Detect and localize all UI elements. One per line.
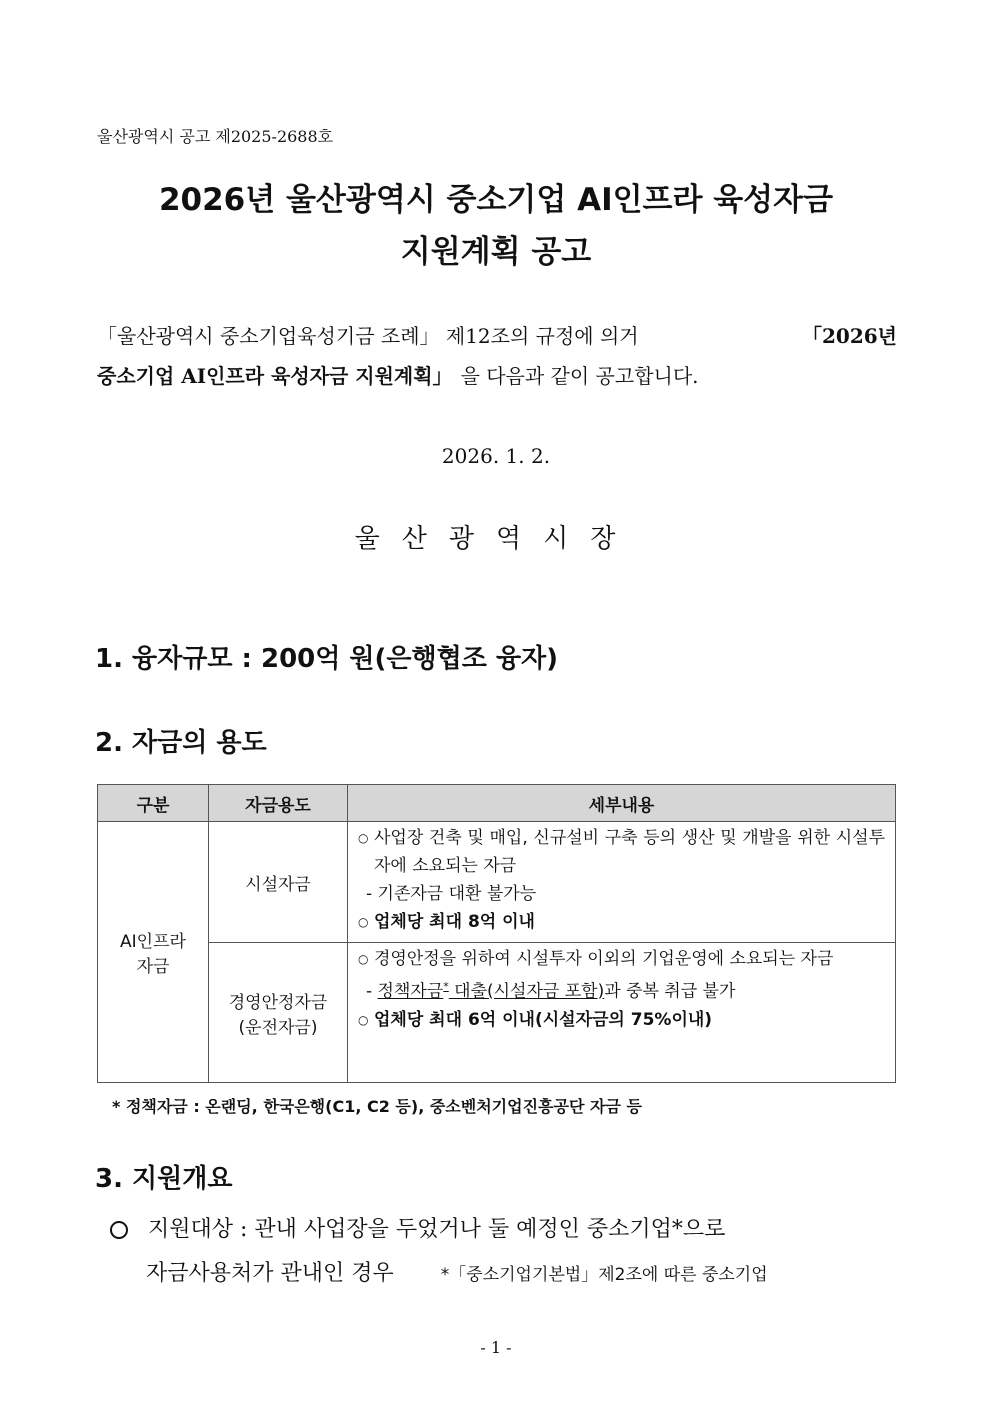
fund-use-table bbox=[97, 784, 896, 1083]
dash-underlined-b: 대출(시설자금 포함) bbox=[448, 981, 605, 1002]
bullet-marker: ○ bbox=[358, 1012, 369, 1027]
header-category: 구분 bbox=[98, 785, 209, 822]
table-row bbox=[98, 943, 896, 1083]
intro-line1-text: 「울산광역시 중소기업육성기금 조례」 제12조의 규정에 의거 bbox=[97, 324, 639, 348]
bullet-text: 경영안정을 위하여 시설투자 이외의 기업운영에 소요되는 자금 bbox=[374, 949, 834, 969]
detail-dash bbox=[358, 973, 885, 1006]
intro-line-2 bbox=[97, 356, 897, 396]
intro-paragraph bbox=[97, 316, 897, 396]
section-loan-scale: 1. 융자규모 : 200억 원(은행협조 융자) bbox=[95, 644, 559, 674]
detail-bullet-limit bbox=[358, 908, 885, 936]
dash-suffix: 과 중복 취급 불가 bbox=[604, 981, 736, 1002]
bullet-marker: ○ bbox=[358, 831, 369, 845]
notice-date: 2026. 1. 2. bbox=[441, 444, 551, 468]
intro-line-1 bbox=[97, 316, 897, 356]
intro-line2-text: 을 다음과 같이 공고합니다. bbox=[460, 364, 699, 388]
table-footnote: * 정책자금 : 온랜딩, 한국은행(C1, C2 등), 중소벤처기업진흥공단 자금 등 bbox=[112, 1097, 642, 1116]
signer: 울산광역시장 bbox=[354, 524, 638, 554]
circle-bullet-icon bbox=[110, 1221, 128, 1239]
support-line1-text: 지원대상 : 관내 사업장을 두었거나 둘 예정인 중소기업*으로 bbox=[148, 1217, 726, 1242]
bullet-marker: ○ bbox=[358, 952, 369, 966]
use-cell-facility: 시설자금 bbox=[209, 822, 348, 943]
detail-bullet bbox=[358, 824, 885, 880]
header-use: 자금용도 bbox=[209, 785, 348, 822]
detail-cell-operating bbox=[348, 943, 896, 1083]
detail-dash: - 기존자금 대환 불가능 bbox=[366, 884, 537, 904]
support-line-2 bbox=[110, 1252, 896, 1297]
intro-line1-bold: 「2026년 bbox=[802, 324, 897, 348]
document-title-line1: 2026년 울산광역시 중소기업 AI인프라 육성자금 bbox=[158, 182, 834, 218]
detail-cell-facility bbox=[348, 822, 896, 943]
bullet-text: 업체당 최대 6억 이내(시설자금의 75%이내) bbox=[374, 1009, 713, 1030]
detail-bullet bbox=[358, 945, 885, 973]
support-line2-text: 자금사용처가 관내인 경우 bbox=[146, 1261, 394, 1286]
dash-asterisk: * bbox=[443, 980, 449, 993]
document-title-line2: 지원계획 공고 bbox=[400, 234, 592, 270]
header-detail: 세부내용 bbox=[348, 785, 896, 822]
use-operating-label: 경영안정자금 bbox=[228, 992, 328, 1013]
support-target bbox=[110, 1208, 896, 1297]
support-note: *「중소기업기본법」제2조에 따른 중소기업 bbox=[440, 1265, 768, 1285]
table-header-row bbox=[98, 785, 896, 822]
dash-prefix: - bbox=[366, 981, 378, 1002]
section-fund-use: 2. 자금의 용도 bbox=[95, 728, 267, 758]
section-support-overview: 3. 지원개요 bbox=[95, 1164, 233, 1194]
notice-number: 울산광역시 공고 제2025-2688호 bbox=[97, 127, 334, 146]
bullet-text: 업체당 최대 8억 이내 bbox=[374, 912, 535, 932]
support-line-1 bbox=[110, 1208, 896, 1252]
table-row bbox=[98, 822, 896, 943]
bullet-text: 사업장 건축 및 매입, 신규설비 구축 등의 생산 및 개발을 위한 시설투자에 소요되는 자금 bbox=[374, 828, 885, 876]
page-number: - 1 - bbox=[480, 1338, 512, 1357]
category-cell: AI인프라 자금 bbox=[98, 822, 209, 1083]
intro-line2-bold: 중소기업 AI인프라 육성자금 지원계획」 bbox=[97, 364, 453, 388]
dash-underlined-a: 정책자금 bbox=[377, 981, 444, 1002]
bullet-marker: ○ bbox=[358, 915, 369, 929]
detail-bullet-limit bbox=[358, 1006, 885, 1034]
use-operating-sublabel: (운전자금) bbox=[238, 1017, 318, 1038]
use-cell-operating bbox=[209, 943, 348, 1083]
